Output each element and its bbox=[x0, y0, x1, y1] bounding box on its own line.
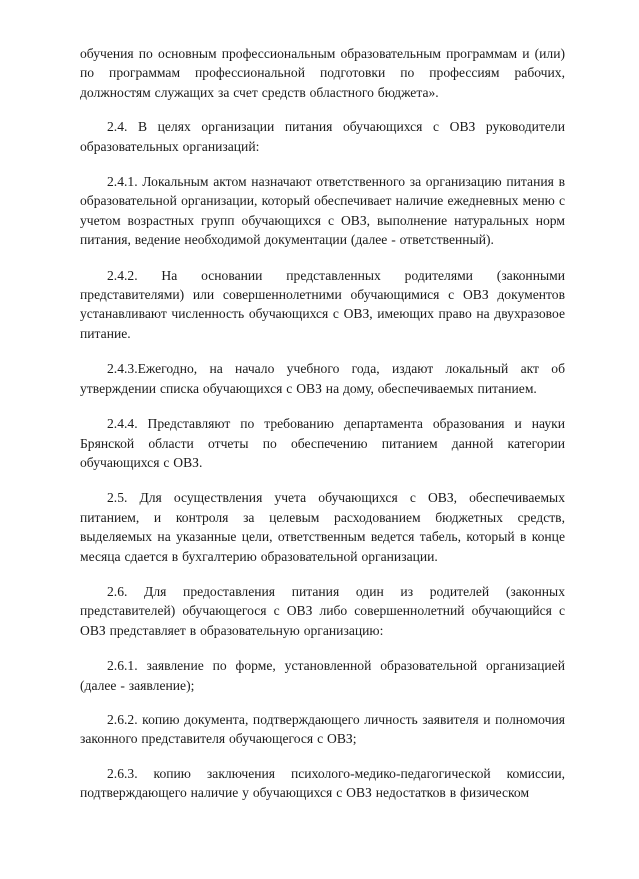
paragraph-2-5: 2.5. Для осуществления учета обучающихся с ОВЗ, обеспечиваемых питанием, и контроля за целевым расходованием бюджетных средств, выделяемых на указанные цели, ответственным ведется табель, который в конце месяца сдается в бухгалтерию образовательной организации. bbox=[80, 490, 565, 564]
paragraph-2-6-1: 2.6.1. заявление по форме, установленной образовательной организацией (далее - заявление); bbox=[80, 658, 565, 693]
paragraph-2-4-3: 2.4.3.Ежегодно, на начало учебного года, издают локальный акт об утверждении списка обучающихся с ОВЗ на дому, обеспечиваемых питанием. bbox=[80, 361, 565, 396]
paragraph-2-4: 2.4. В целях организации питания обучающихся с ОВЗ руководители образовательных организаций: bbox=[80, 119, 565, 154]
paragraph-2-4-2: 2.4.2. На основании представленных родителями (законными представителями) или совершеннолетними обучающимися с ОВЗ документов устанавливают численность обучающихся с ОВЗ, имеющих право на двухразовое питание. bbox=[80, 267, 565, 341]
paragraph-2-4-1: 2.4.1. Локальным актом назначают ответственного за организацию питания в образовательной организации, который обеспечивает наличие ежедневных меню с учетом возрастных групп обучающихся с ОВЗ, выполнение натуральных норм питания, ведение необходимой документации (далее - ответственный). bbox=[80, 174, 565, 248]
paragraph-2-6: 2.6. Для предоставления питания один из родителей (законных представителей) обучающегося с ОВЗ либо совершеннолетний обучающийся с ОВЗ представляет в образовательную организацию: bbox=[80, 583, 565, 638]
paragraph-2-4-4: 2.4.4. Представляют по требованию департамента образования и науки Брянской области отчеты по обеспечению питанием данной категории обучающихся с ОВЗ. bbox=[80, 416, 565, 470]
paragraph-continuation: обучения по основным профессиональным образовательным программам и (или) по программам профессиональной подготовки по профессиям рабочих, должностям служащих за счет средств областного бюджета». bbox=[80, 46, 565, 100]
paragraph-2-6-3: 2.6.3. копию заключения психолого-медико-педагогической комиссии, подтверждающего наличие у обучающихся с ОВЗ недостатков в физическом bbox=[80, 765, 565, 801]
paragraph-2-6-2: 2.6.2. копию документа, подтверждающего личность заявителя и полномочия законного представителя обучающегося с ОВЗ; bbox=[80, 711, 565, 747]
